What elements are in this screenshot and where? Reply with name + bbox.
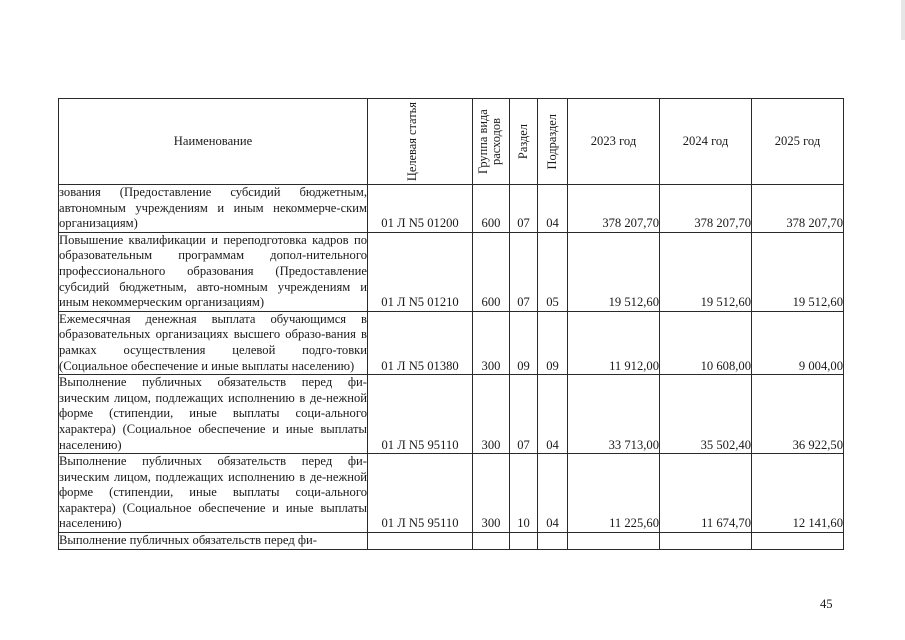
row-expense-group: 600 bbox=[473, 232, 510, 311]
row-amount-2023 bbox=[568, 533, 660, 550]
row-target-article: 01 Л N5 95110 bbox=[368, 454, 473, 533]
row-amount-2024: 11 674,70 bbox=[660, 454, 752, 533]
row-amount-2023: 378 207,70 bbox=[568, 185, 660, 233]
row-target-article: 01 Л N5 01210 bbox=[368, 232, 473, 311]
scan-edge bbox=[901, 0, 905, 40]
row-section: 07 bbox=[510, 232, 538, 311]
row-amount-2023: 11 912,00 bbox=[568, 311, 660, 374]
row-name: зования (Предоставление субсидий бюджетным, автономным учреждениям и иным некоммерче-ским организациям) bbox=[59, 185, 368, 233]
table-row-continued bbox=[59, 533, 844, 550]
row-amount-2024: 35 502,40 bbox=[660, 375, 752, 454]
row-subsection: 04 bbox=[538, 185, 568, 233]
row-section: 07 bbox=[510, 375, 538, 454]
row-expense-group: 600 bbox=[473, 185, 510, 233]
row-name: Повышение квалификации и переподготовка кадров по образовательным программам допол-нительного профессионального образования (Предоставление субсидий бюджетным, авто-номным учреждениям и иным некоммерческим организациям) bbox=[59, 232, 368, 311]
header-name: Наименование bbox=[59, 99, 368, 185]
row-subsection bbox=[538, 533, 568, 550]
row-amount-2024: 19 512,60 bbox=[660, 232, 752, 311]
row-amount-2025: 19 512,60 bbox=[752, 232, 844, 311]
row-name: Выполнение публичных обязательств перед фи-зическим лицом, подлежащих исполнению в де-нежной форме (стипендии, иные выплаты соци-ального характера) (Социальное обеспечение и иные выплаты населению) bbox=[59, 454, 368, 533]
row-amount-2024: 10 608,00 bbox=[660, 311, 752, 374]
row-section: 10 bbox=[510, 454, 538, 533]
header-subsection-label: Подраздел bbox=[545, 113, 559, 170]
header-expense-group-label: Группа вида расходов bbox=[476, 109, 503, 174]
row-subsection: 04 bbox=[538, 454, 568, 533]
row-amount-2023: 11 225,60 bbox=[568, 454, 660, 533]
row-target-article: 01 Л N5 01380 bbox=[368, 311, 473, 374]
row-amount-2023: 19 512,60 bbox=[568, 232, 660, 311]
table-row bbox=[59, 454, 844, 533]
header-year-2023: 2023 год bbox=[568, 99, 660, 185]
row-expense-group: 300 bbox=[473, 454, 510, 533]
header-target-article-label: Целевая статья bbox=[405, 101, 419, 182]
header-target-article bbox=[368, 99, 473, 185]
row-amount-2025: 9 004,00 bbox=[752, 311, 844, 374]
header-row bbox=[59, 99, 844, 185]
header-section-label: Раздел bbox=[516, 123, 530, 160]
row-name: Выполнение публичных обязательств перед фи- bbox=[59, 533, 368, 550]
table-row bbox=[59, 232, 844, 311]
row-section bbox=[510, 533, 538, 550]
header-subsection bbox=[538, 99, 568, 185]
row-amount-2025: 12 141,60 bbox=[752, 454, 844, 533]
row-expense-group: 300 bbox=[473, 311, 510, 374]
row-name: Выполнение публичных обязательств перед фи-зическим лицом, подлежащих исполнению в де-нежной форме (стипендии, иные выплаты соци-ального характера) (Социальное обеспечение и иные выплаты населению) bbox=[59, 375, 368, 454]
row-name: Ежемесячная денежная выплата обучающимся в образовательных организациях высшего образо-вания в рамках осуществления целевой подго-товки (Социальное обеспечение и иные выплаты населению) bbox=[59, 311, 368, 374]
header-year-2024: 2024 год bbox=[660, 99, 752, 185]
row-subsection: 04 bbox=[538, 375, 568, 454]
header-section bbox=[510, 99, 538, 185]
row-amount-2025: 378 207,70 bbox=[752, 185, 844, 233]
row-amount-2024: 378 207,70 bbox=[660, 185, 752, 233]
budget-table bbox=[58, 98, 844, 550]
row-expense-group: 300 bbox=[473, 375, 510, 454]
row-subsection: 05 bbox=[538, 232, 568, 311]
row-section: 07 bbox=[510, 185, 538, 233]
table-row bbox=[59, 185, 844, 233]
row-expense-group bbox=[473, 533, 510, 550]
row-section: 09 bbox=[510, 311, 538, 374]
row-amount-2025 bbox=[752, 533, 844, 550]
row-subsection: 09 bbox=[538, 311, 568, 374]
header-expense-group bbox=[473, 99, 510, 185]
row-amount-2024 bbox=[660, 533, 752, 550]
row-amount-2025: 36 922,50 bbox=[752, 375, 844, 454]
header-year-2025: 2025 год bbox=[752, 99, 844, 185]
table-row bbox=[59, 311, 844, 374]
row-target-article: 01 Л N5 01200 bbox=[368, 185, 473, 233]
row-target-article: 01 Л N5 95110 bbox=[368, 375, 473, 454]
page-number: 45 bbox=[820, 597, 833, 611]
row-target-article bbox=[368, 533, 473, 550]
table-row bbox=[59, 375, 844, 454]
row-amount-2023: 33 713,00 bbox=[568, 375, 660, 454]
